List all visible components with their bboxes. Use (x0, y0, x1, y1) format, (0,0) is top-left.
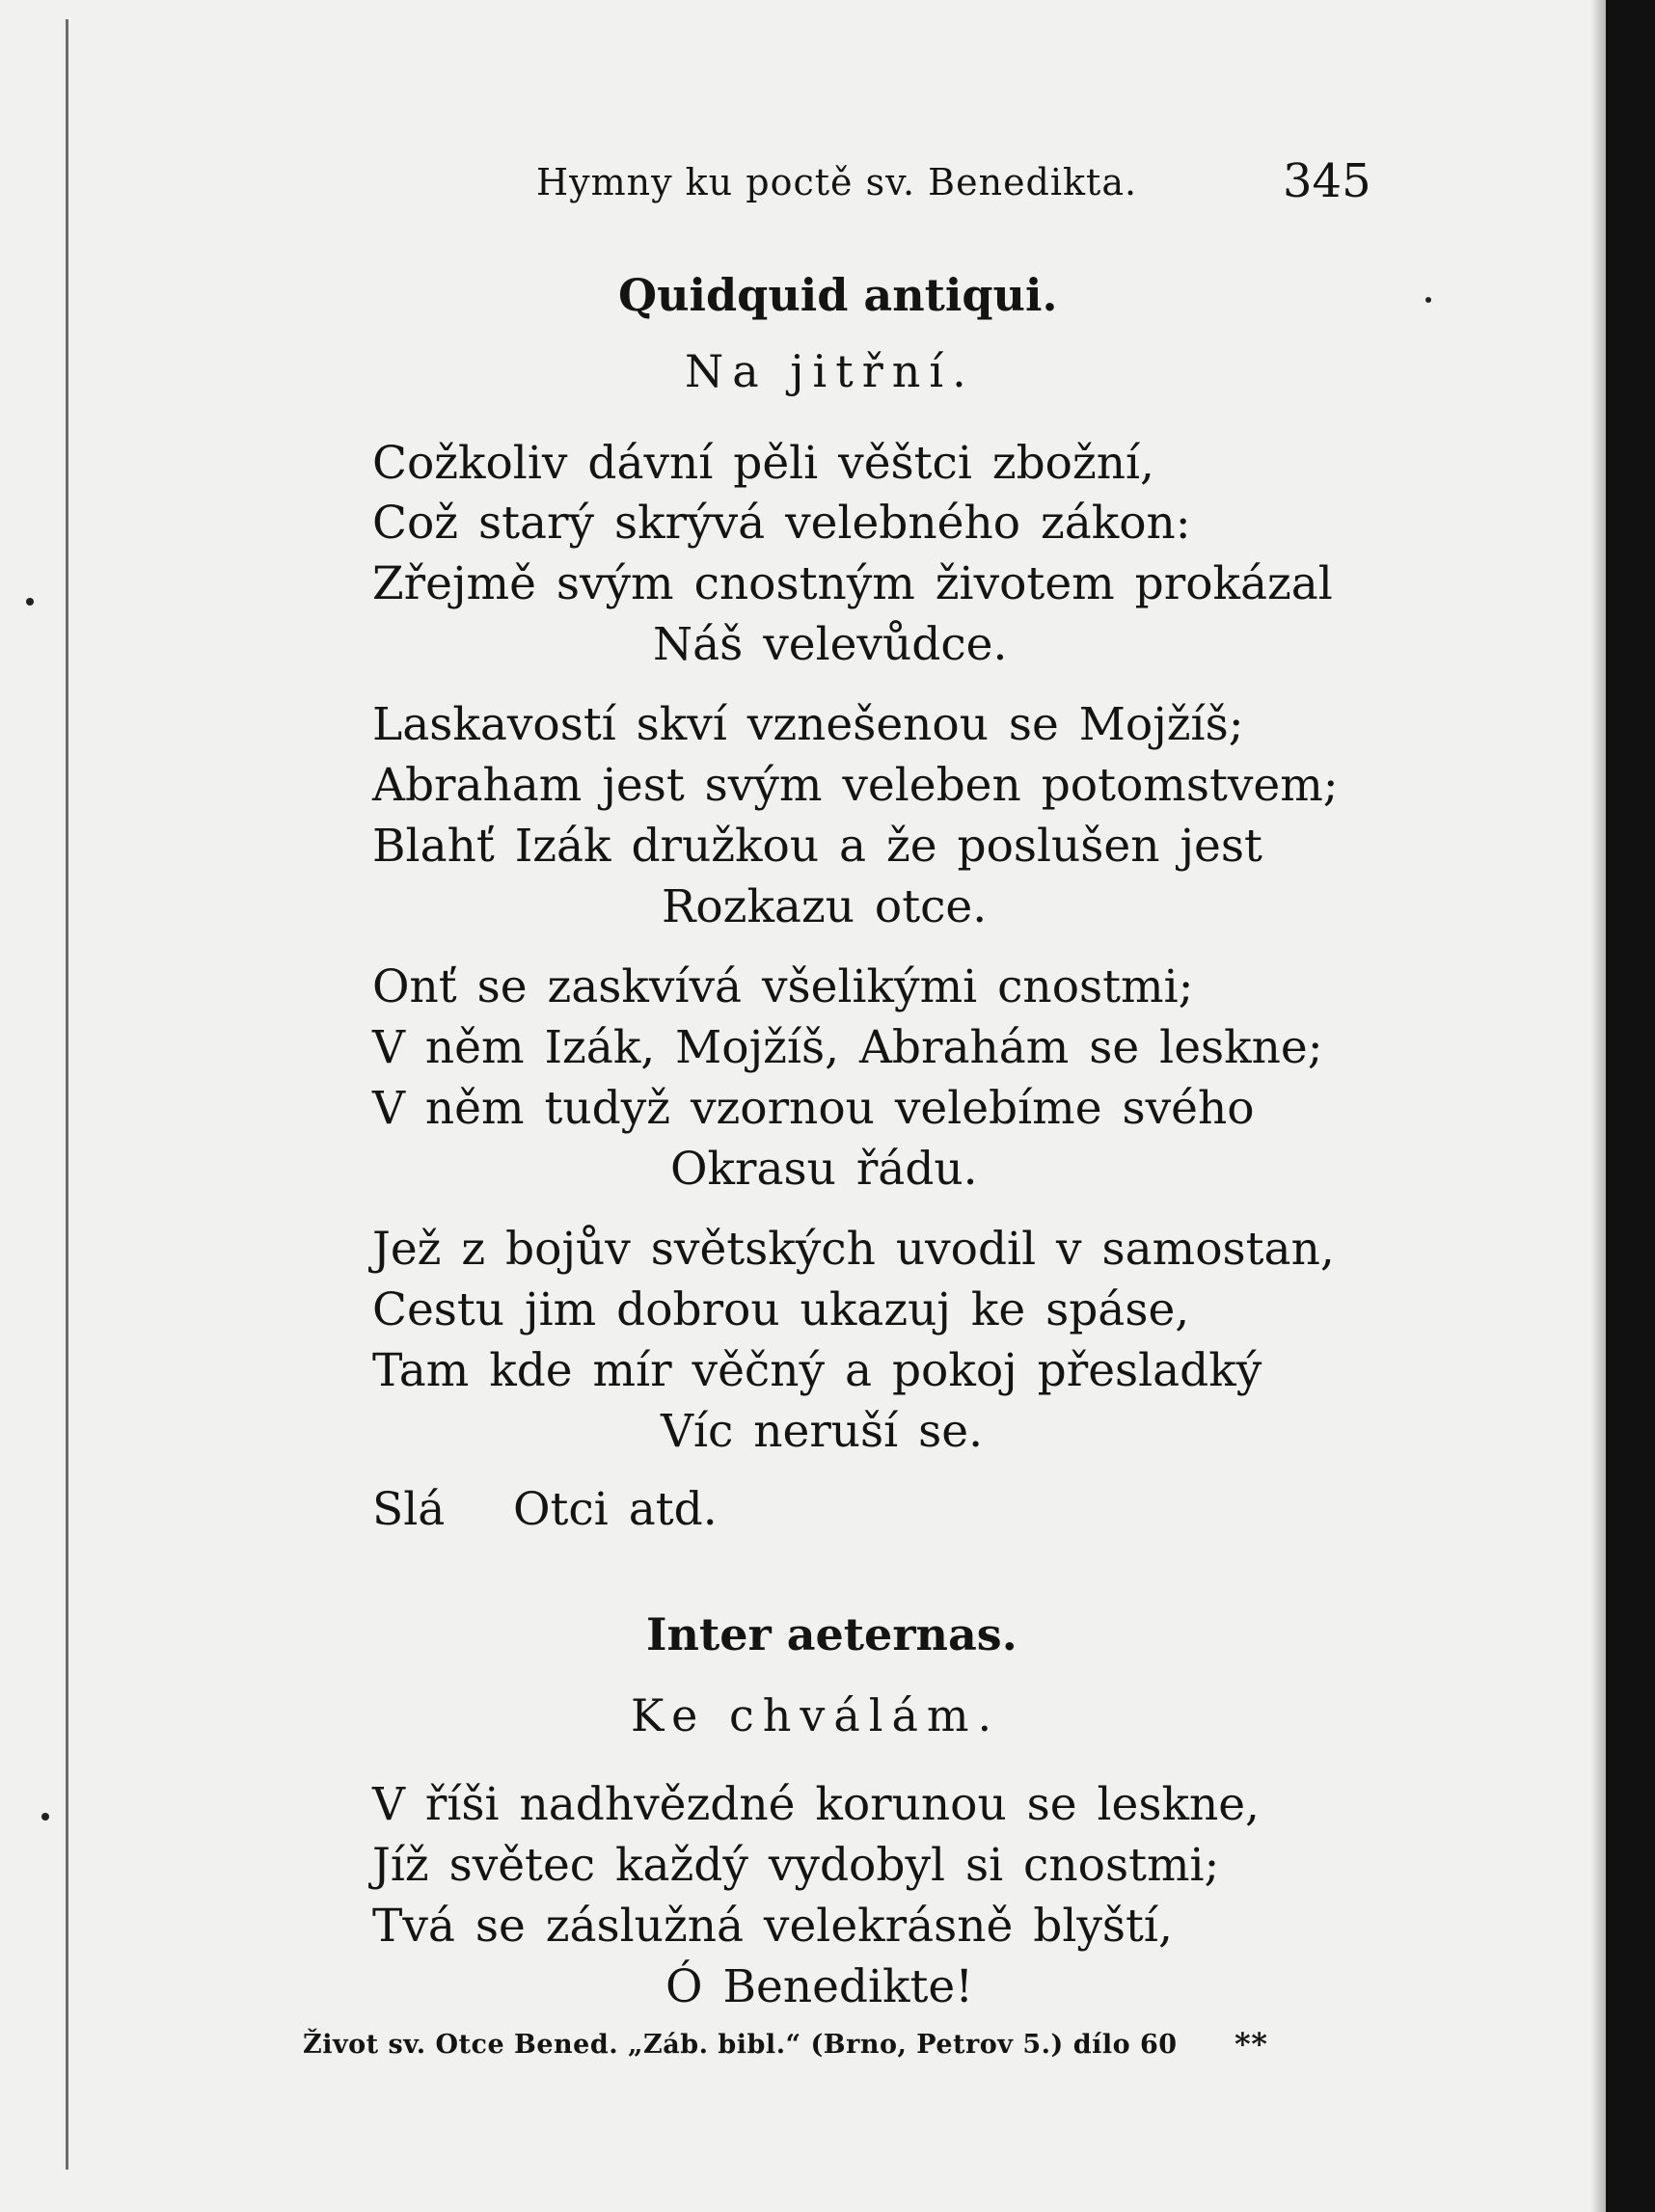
page-number: 345 (1283, 154, 1371, 208)
verse-line: V říši nadhvězdné korunou se leskne, (372, 1778, 1260, 1831)
hymn-subtitle: Na jitřní. (685, 345, 975, 397)
running-title: Hymny ku poctě sv. Benedikta. (536, 161, 1138, 203)
verse-line: Onť se zaskvívá všelikými cnostmi; (372, 960, 1194, 1013)
verse-line: Tam kde mír věčný a pokoj přesladký (372, 1344, 1262, 1397)
page-edge-shadow (1590, 0, 1606, 2212)
verse-line: Blahť Izák družkou a že poslušen jest (372, 820, 1262, 873)
verse-line: Tvá se záslužná velekrásně blyští, (372, 1900, 1173, 1953)
verse-line: Ó Benedikte! (665, 1960, 974, 2013)
verse-line: V něm Izák, Mojžíš, Abrahám se leskne; (372, 1021, 1323, 1074)
verse-line: Okrasu řádu. (670, 1143, 978, 1196)
verse-line: Jíž světec každý vydobyl si cnostmi; (372, 1839, 1220, 1892)
page-edge-line (66, 19, 68, 2170)
footer-imprint: Život sv. Otce Bened. „Záb. bibl.“ (Brno, Petrov 5.) dílo 60 (303, 2030, 1178, 2060)
signature-mark: ** (1234, 2026, 1268, 2063)
verse-line: Rozkazu otce. (662, 880, 988, 933)
hymn-subtitle: Ke chválám. (631, 1689, 1001, 1741)
verse-line: Náš velevůdce. (653, 618, 1008, 671)
verse-line: Jež z bojův světských uvodil v samostan, (372, 1223, 1335, 1276)
verse-line: V něm tudyž vzornou velebíme svého (372, 1082, 1255, 1135)
doxology-end: Otci atd. (513, 1483, 718, 1536)
verse-line: Laskavostí skví vznešenou se Mojžíš; (372, 698, 1244, 751)
scan-speck (26, 598, 34, 606)
doxology-start: Slá (372, 1483, 446, 1536)
verse-line: Cožkoliv dávní pěli věštci zbožní, (372, 437, 1154, 490)
verse-line: Zřejmě svým cnostným životem prokázal (372, 557, 1333, 610)
verse-line: Abraham jest svým veleben potomstvem; (372, 759, 1339, 812)
scan-speck (41, 1813, 49, 1821)
verse-line: Cestu jim dobrou ukazuj ke spáse, (372, 1283, 1190, 1336)
verse-line: Což starý skrývá velebného zákon: (372, 497, 1191, 550)
hymn-title: Inter aeternas. (646, 1608, 1017, 1660)
hymn-title: Quidquid antiqui. (618, 269, 1058, 321)
verse-line: Víc neruší se. (661, 1405, 984, 1458)
scan-speck (1425, 297, 1431, 303)
